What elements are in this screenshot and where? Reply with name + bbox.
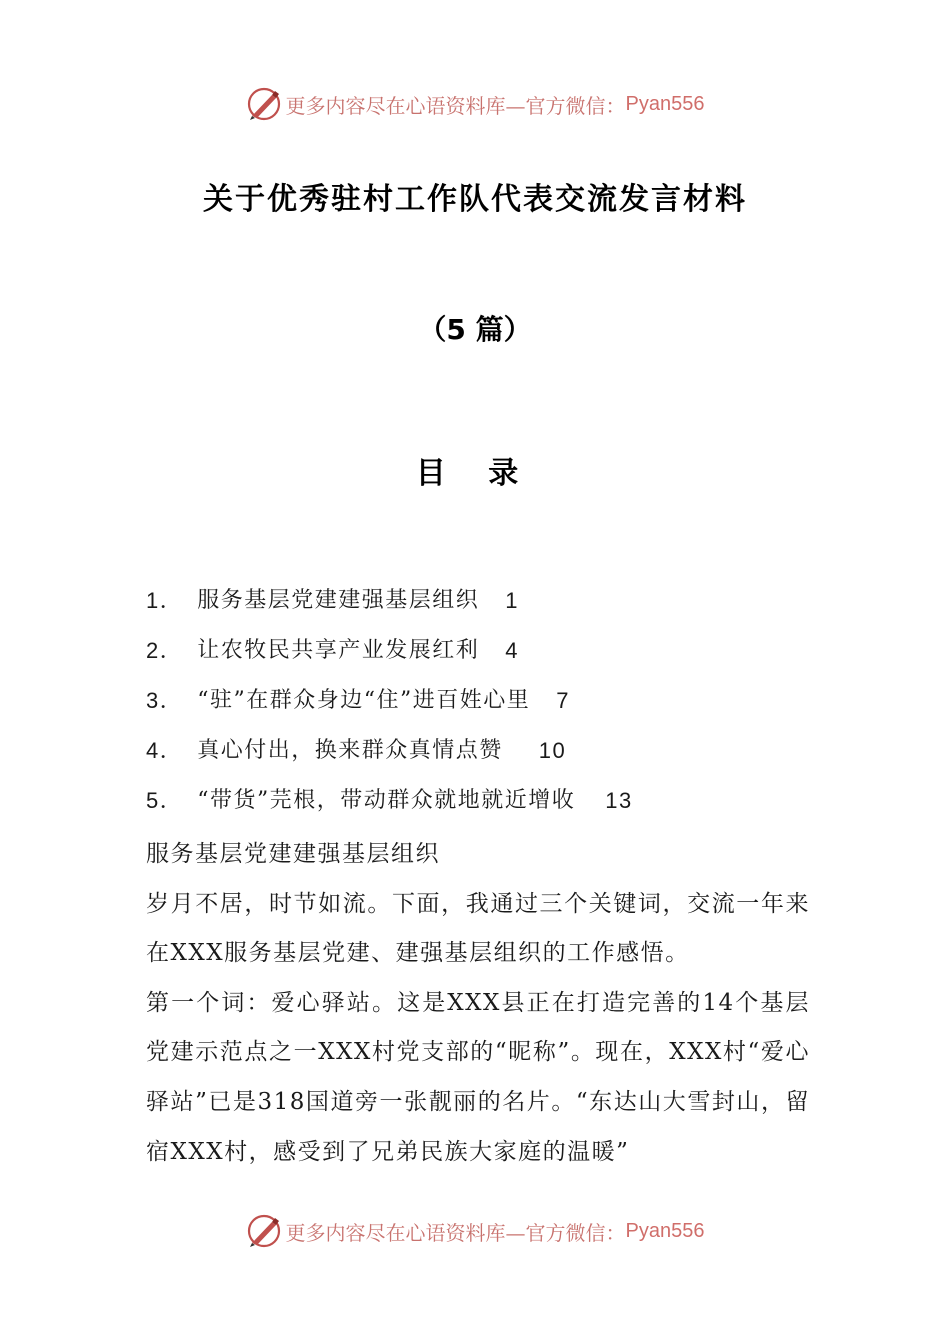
toc-item-title: 真心付出，换来群众真情点赞 xyxy=(197,738,503,763)
toc-item-number: 4． xyxy=(146,738,184,763)
table-of-contents xyxy=(146,583,826,833)
toc-item[interactable] xyxy=(146,783,826,833)
toc-item-number: 5． xyxy=(146,788,184,813)
toc-item-page: 10 xyxy=(538,738,567,763)
body-paragraph: 第一个词：爱心驿站。这是XXX县正在打造完善的14个基层党建示范点之一XXX村党支部的“昵称”。现在，XXX村“爱心驿站”已是318国道旁一张靓丽的名片。“东达山大雪封山，留宿XXX村，感受到了兄弟民族大家庭的温暖” xyxy=(146,989,810,1165)
body-paragraph: 岁月不居，时节如流。下面，我通过三个关键词，交流一年来在XXX服务基层党建、建强基层组织的工作感悟。 xyxy=(146,890,810,967)
toc-item-title: “驻”在群众身边“住”进百姓心里 xyxy=(197,688,531,713)
toc-item-page: 1 xyxy=(505,588,520,613)
watermark-account: Pyan556 xyxy=(625,92,705,115)
toc-item-number: 2． xyxy=(146,638,184,663)
section-title: 服务基层党建建强基层组织 xyxy=(146,841,440,867)
toc-item-number: 1． xyxy=(146,588,184,613)
pen-logo-icon xyxy=(246,86,282,122)
toc-item[interactable] xyxy=(146,633,826,683)
document-title: 关于优秀驻村工作队代表交流发言材料 xyxy=(203,182,747,217)
pen-logo-icon xyxy=(246,1213,282,1249)
toc-item-title: 让农牧民共享产业发展红利 xyxy=(197,638,480,663)
toc-item-number: 3． xyxy=(146,688,184,713)
toc-item-page: 13 xyxy=(605,788,633,813)
toc-item-page: 7 xyxy=(556,688,570,713)
document-subtitle: （5 篇） xyxy=(418,313,532,346)
document-body xyxy=(146,830,810,1177)
watermark-banner-top xyxy=(0,84,950,124)
toc-item[interactable] xyxy=(146,683,826,733)
watermark-banner-bottom xyxy=(0,1211,950,1251)
watermark-account: Pyan556 xyxy=(625,1219,705,1242)
toc-heading: 目 录 xyxy=(415,456,535,491)
toc-item-title: 服务基层党建建强基层组织 xyxy=(197,588,480,613)
toc-item-title: “带货”芫根，带动群众就地就近增收 xyxy=(197,788,576,813)
toc-item-page: 4 xyxy=(505,638,520,663)
watermark-text: 更多内容尽在心语资料库—官方微信： xyxy=(285,93,626,118)
watermark-text: 更多内容尽在心语资料库—官方微信： xyxy=(285,1220,626,1245)
toc-item[interactable] xyxy=(146,733,826,783)
toc-item[interactable] xyxy=(146,583,826,633)
